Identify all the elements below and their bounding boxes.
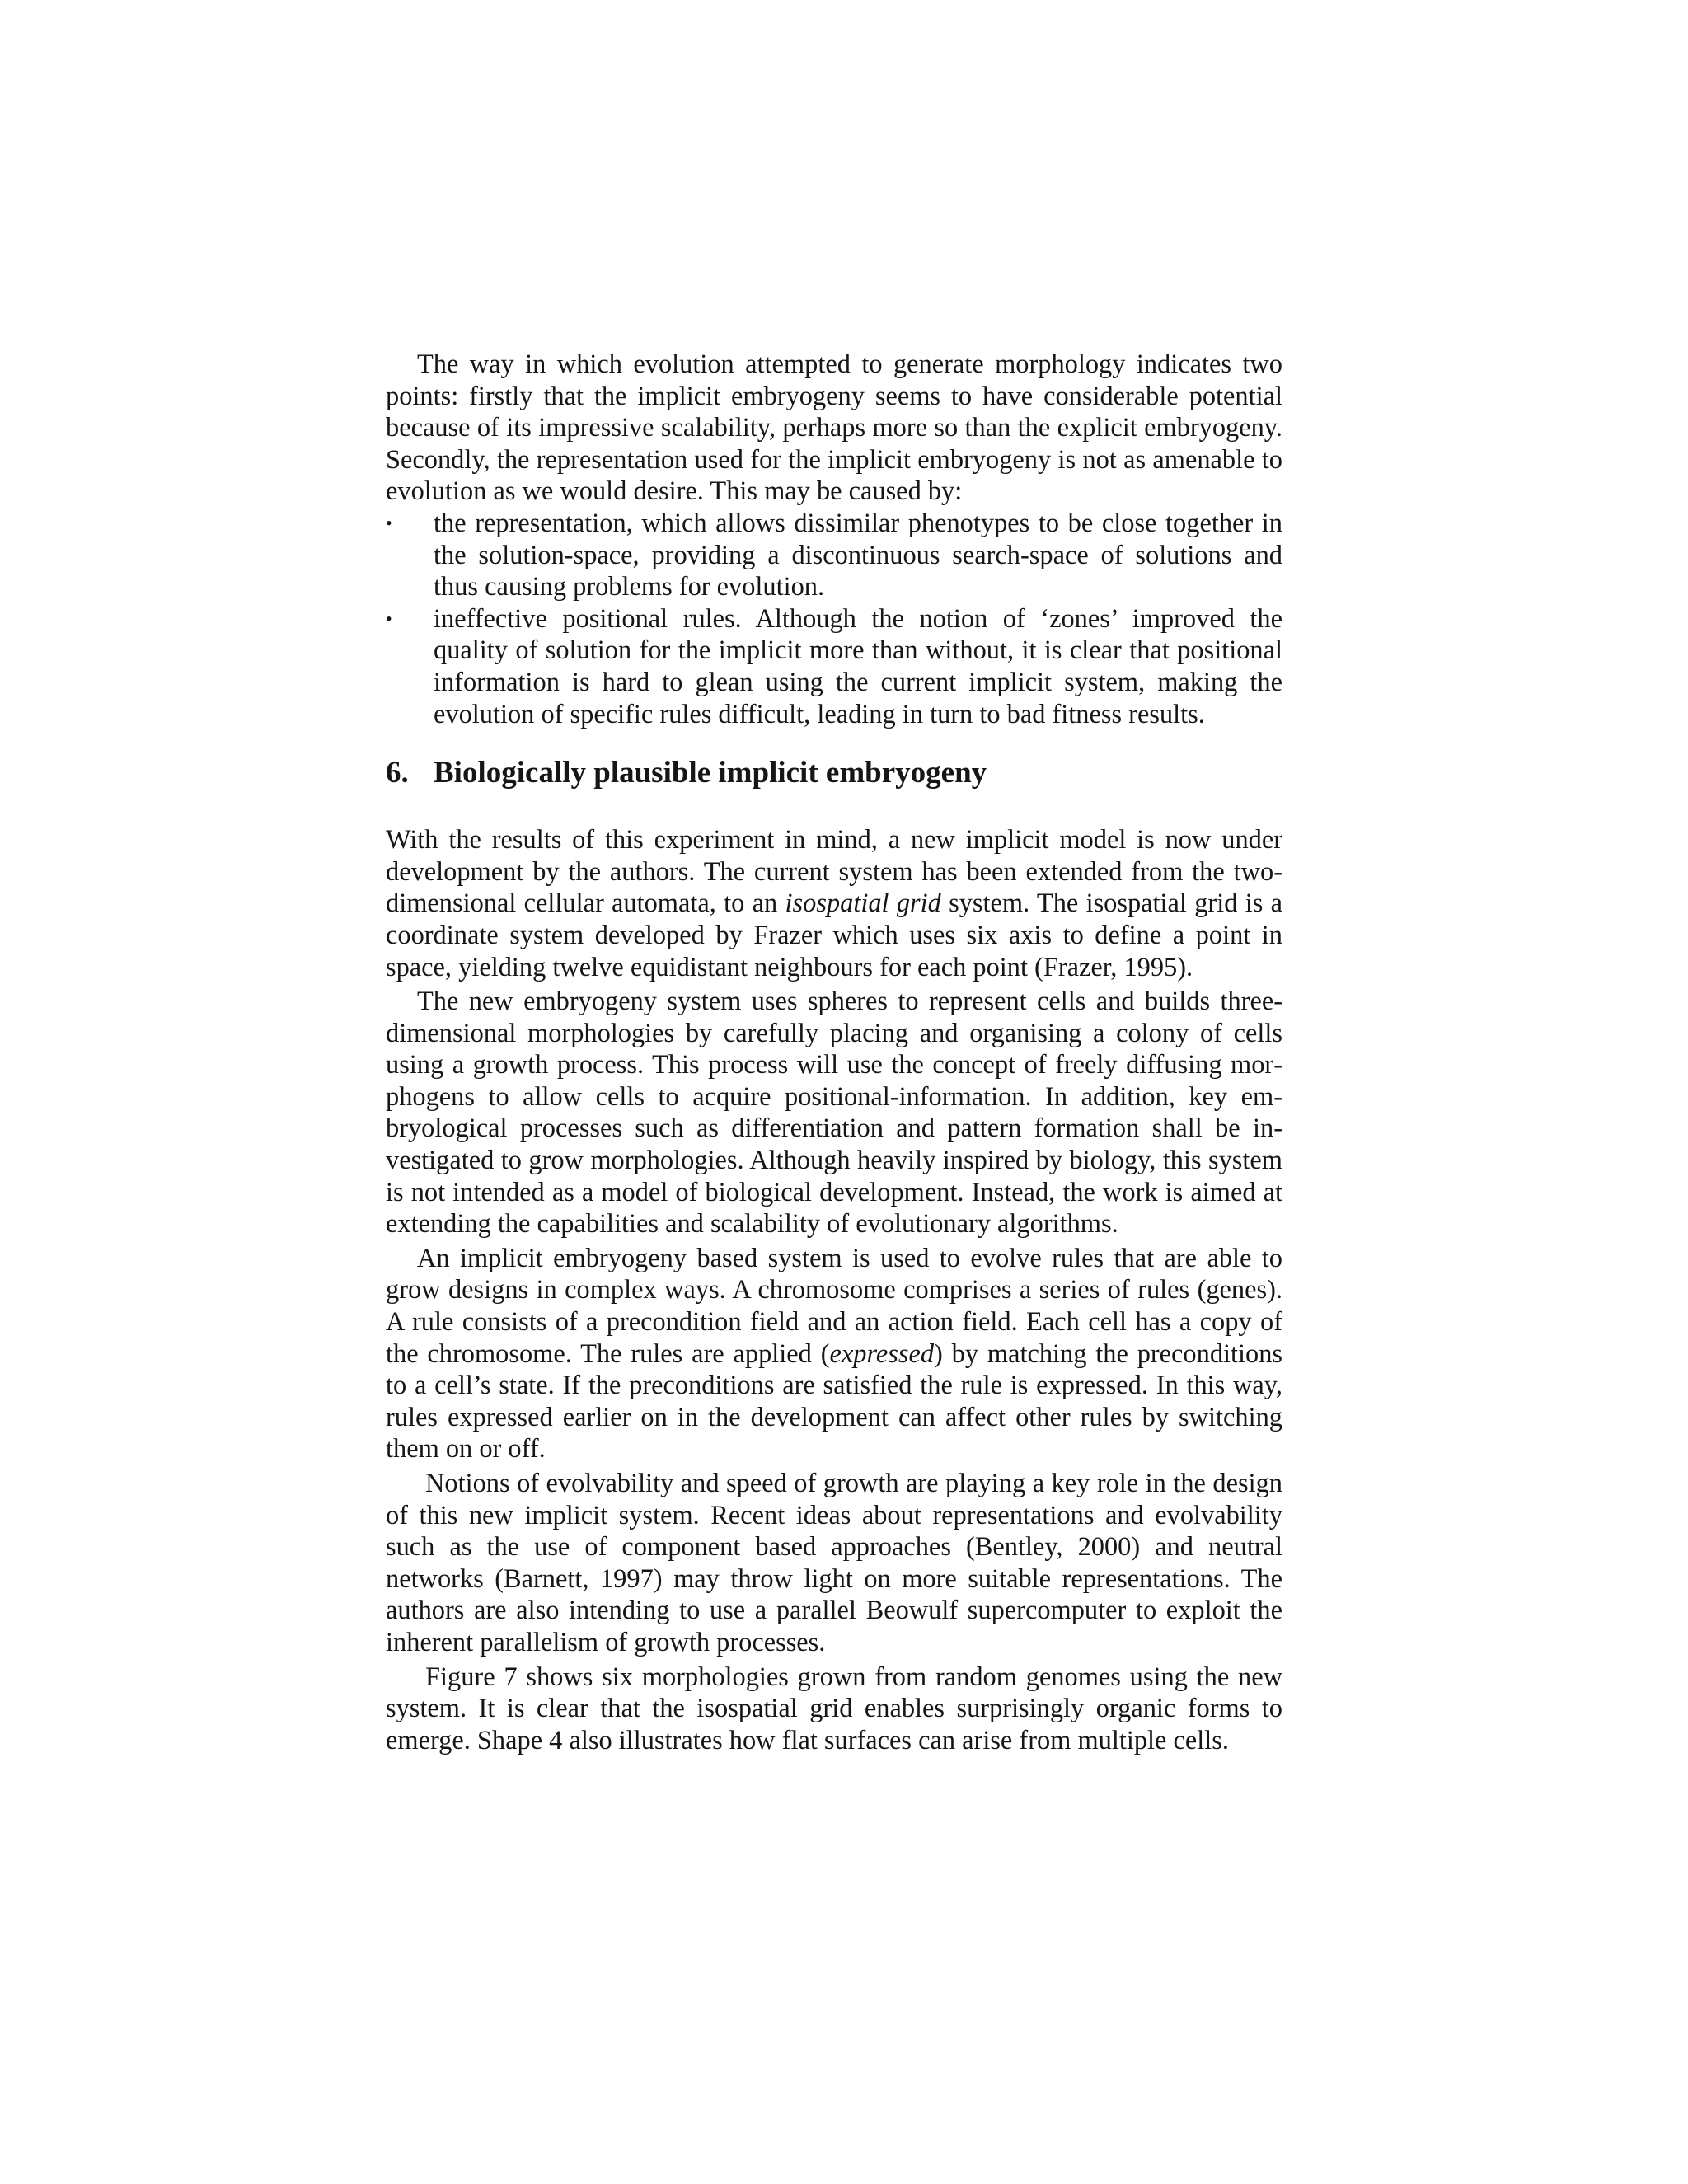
body-paragraph: The new embryogeny system uses spheres to represent cells and builds three-dimensional morphologies by carefully placing and organising a colony of cells using a growth process. This process will use the concept of freely diffusing morphogens to allow cells to acquire positional-information. In addition, key embryological processes such as differentiation and pattern formation shall be investigated to grow morphologies. Although heavily inspired by biology, this system is not intended as a model of biological development. Instead, the work is aimed at extending the capabilities and scalability of evolutionary algorithms. bbox=[386, 987, 1282, 1240]
body-paragraph bbox=[386, 824, 1282, 983]
intro-paragraph: The way in which evolution attempted to generate morphology indicates two points: firstly that the implicit embryogeny seems to have considerable potential because of its impressive scalability, perhaps more so than the explicit embryogeny. Secondly, the representation used for the implicit embryogeny is not as amenable to evolution as we would desire. This may be caused by: bbox=[386, 349, 1282, 507]
paragraph-text: An implicit embryogeny based system is used to evolve rules that are able to grow designs in complex ways. A chromosome comprises a series of rules (genes). A rule consists of a precondition field and an action field. Each cell has a copy of the chromosome. The rules are applied ( bbox=[386, 1243, 1282, 1369]
emphasis-term: isospatial grid bbox=[785, 888, 941, 919]
body-paragraph: Figure 7 shows six morphologies grown from random genomes using the new system. It is clear that the isospatial grid enables surprisingly organic forms to emerge. Shape 4 also illustrates how flat surfaces can arise from multiple cells. bbox=[386, 1661, 1282, 1755]
text-column bbox=[386, 349, 1282, 1756]
cause-list bbox=[386, 508, 1282, 730]
emphasis-term: expressed bbox=[829, 1338, 935, 1369]
section-title: Biologically plausible implicit embryogeny bbox=[434, 756, 987, 790]
section-heading bbox=[386, 755, 1282, 791]
list-item bbox=[386, 603, 1282, 730]
section-number: 6. bbox=[386, 756, 409, 790]
bullet-dot-icon: • bbox=[386, 512, 392, 533]
body-paragraph bbox=[386, 1243, 1282, 1465]
body-paragraph: Notions of evolvability and speed of growth are playing a key role in the design of this new implicit system. Recent ideas about representations and evolvability such as the use of component based approaches (Bentley, 2000) and neutral networks (Barnett, 1997) may throw light on more suitable representations. The authors are also intending to use a parallel Beowulf supercomputer to exploit the inherent parallelism of growth processes. bbox=[386, 1469, 1282, 1657]
paragraph-text: ) by matching the preconditions to a cell’s state. If the preconditions are satisfied the rule is expressed. In this way, rules expressed earlier on in the development can affect other rules by switching them on or off. bbox=[386, 1338, 1283, 1465]
list-item-text: the representation, which allows dissimilar phenotypes to be close together in the solution-space, providing a discontinuous search-space of solutions and thus causing problems for evolution. bbox=[434, 508, 1282, 602]
paragraph-text: With the results of this experiment in mind, a new implicit model is now under development by the authors. The current system has been extended from the two-dimensional cellular automata, to an bbox=[386, 825, 1282, 919]
list-item-text: ineffective positional rules. Although the notion of ‘zones’ improved the quality of solution for the implicit more than without, it is clear that positional information is hard to glean using the current implicit system, making the evolution of specific rules difficult, leading in turn to bad fitness results. bbox=[434, 603, 1282, 729]
bullet-dot-icon: • bbox=[386, 607, 392, 629]
paragraph-text: system. The isospatial grid is a coordinate system developed by Frazer which uses six axis to define a point in space, yielding twelve equidistant neighbours for each point (Frazer, 1995). bbox=[386, 888, 1282, 982]
list-item bbox=[386, 508, 1282, 603]
